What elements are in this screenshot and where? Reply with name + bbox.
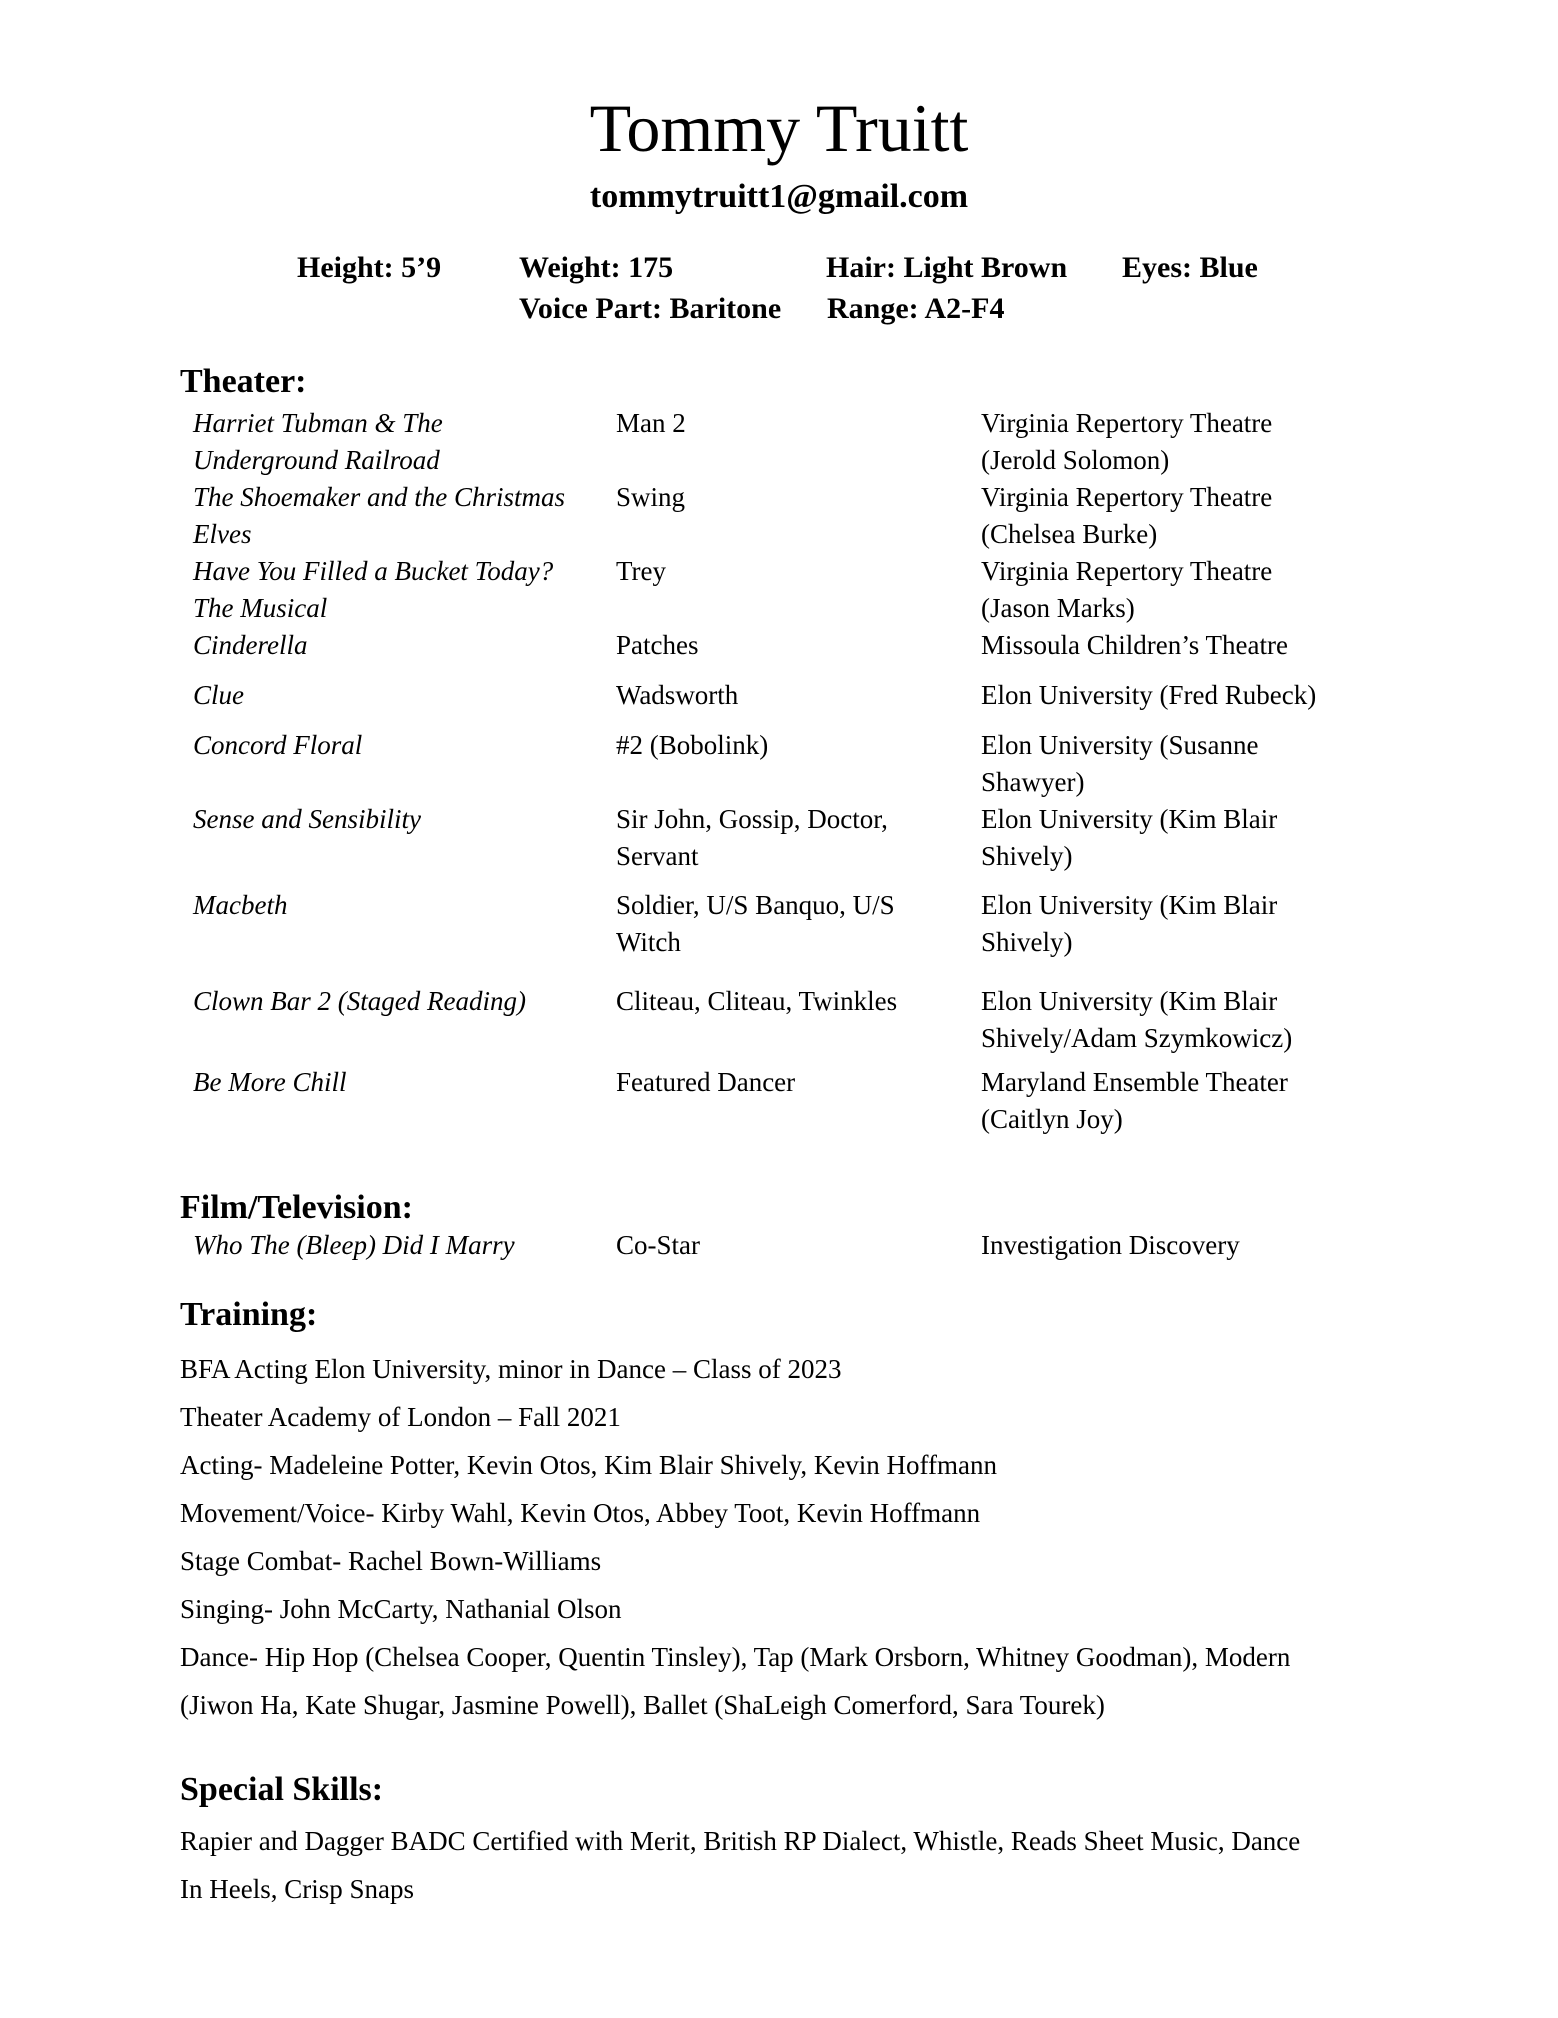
credit-role: Sir John, Gossip, Doctor, [616, 804, 888, 834]
credit-venue: Missoula Children’s Theatre [981, 630, 1288, 660]
training-heading: Training: [180, 1296, 318, 1333]
credit-role: Man 2 [616, 408, 686, 438]
credit-role: #2 (Bobolink) [616, 730, 769, 760]
training-line: Acting- Madeleine Potter, Kevin Otos, Kim Blair Shively, Kevin Hoffmann [180, 1450, 998, 1480]
credit-title: Be More Chill [193, 1067, 347, 1097]
credit-venue: (Chelsea Burke) [981, 519, 1158, 549]
credit-venue: Elon University (Kim Blair [981, 890, 1278, 920]
credit-role: Cliteau, Cliteau, Twinkles [616, 986, 898, 1016]
email-address: tommytruitt1@gmail.com [589, 178, 969, 215]
training-line: (Jiwon Ha, Kate Shugar, Jasmine Powell), Ballet (ShaLeigh Comerford, Sara Tourek) [180, 1690, 1105, 1720]
film-heading: Film/Television: [180, 1189, 413, 1226]
credit-venue: Shively/Adam Szymkowicz) [981, 1023, 1293, 1053]
stat-weight: Weight: 175 [519, 251, 674, 284]
training-line: Movement/Voice- Kirby Wahl, Kevin Otos, Abbey Toot, Kevin Hoffmann [180, 1498, 981, 1528]
credit-venue: Shawyer) [981, 767, 1085, 797]
credit-title: Cinderella [193, 630, 308, 660]
credit-role: Swing [616, 482, 686, 512]
credit-venue: Elon University (Susanne [981, 730, 1259, 760]
stat-hair: Hair: Light Brown [826, 251, 1068, 284]
training-line: BFA Acting Elon University, minor in Dance – Class of 2023 [180, 1354, 842, 1384]
credit-venue: Virginia Repertory Theatre [981, 556, 1273, 586]
credit-venue: Elon University (Fred Rubeck) [981, 680, 1317, 710]
training-line: Singing- John McCarty, Nathanial Olson [180, 1594, 622, 1624]
credit-title: The Shoemaker and the Christmas [193, 482, 565, 512]
credit-title: Harriet Tubman & The [193, 408, 443, 438]
training-line: Dance- Hip Hop (Chelsea Cooper, Quentin Tinsley), Tap (Mark Orsborn, Whitney Goodman), Modern [180, 1642, 1291, 1672]
credit-role: Co-Star [616, 1230, 700, 1260]
credit-title: Concord Floral [193, 730, 363, 760]
credit-venue: Virginia Repertory Theatre [981, 482, 1273, 512]
skills-line: Rapier and Dagger BADC Certified with Merit, British RP Dialect, Whistle, Reads Sheet Music, Dance [180, 1826, 1301, 1856]
credit-title: Sense and Sensibility [193, 804, 421, 834]
credit-role: Trey [616, 556, 667, 586]
actor-name: Tommy Truitt [589, 90, 969, 166]
training-line: Theater Academy of London – Fall 2021 [180, 1402, 621, 1432]
credit-venue: (Caitlyn Joy) [981, 1104, 1123, 1134]
credit-role: Wadsworth [616, 680, 739, 710]
credit-title: Who The (Bleep) Did I Marry [193, 1230, 515, 1260]
credit-role: Witch [616, 927, 681, 957]
theater-heading: Theater: [180, 363, 307, 400]
credit-venue: Elon University (Kim Blair [981, 804, 1278, 834]
stat-height: Height: 5’9 [297, 251, 442, 284]
credit-title: Clue [193, 680, 244, 710]
credit-title: Elves [193, 519, 252, 549]
credit-title: Macbeth [193, 890, 288, 920]
stat-range: Range: A2-F4 [827, 292, 1005, 325]
credit-title: Clown Bar 2 (Staged Reading) [193, 986, 526, 1016]
credit-title: Have You Filled a Bucket Today? [193, 556, 554, 586]
credit-venue: Elon University (Kim Blair [981, 986, 1278, 1016]
credit-role: Patches [616, 630, 699, 660]
credit-venue: (Jason Marks) [981, 593, 1135, 623]
credit-role: Featured Dancer [616, 1067, 796, 1097]
credit-title: The Musical [193, 593, 328, 623]
credit-venue: Investigation Discovery [981, 1230, 1240, 1260]
stat-eyes: Eyes: Blue [1122, 251, 1258, 284]
training-line: Stage Combat- Rachel Bown-Williams [180, 1546, 602, 1576]
credit-venue: (Jerold Solomon) [981, 445, 1170, 475]
credit-venue: Virginia Repertory Theatre [981, 408, 1273, 438]
stat-voice-part: Voice Part: Baritone [519, 292, 782, 325]
special-skills-heading: Special Skills: [180, 1771, 384, 1808]
skills-line: In Heels, Crisp Snaps [180, 1874, 414, 1904]
credit-venue: Maryland Ensemble Theater [981, 1067, 1288, 1097]
credit-role: Soldier, U/S Banquo, U/S [616, 890, 895, 920]
credit-venue: Shively) [981, 841, 1073, 871]
credit-role: Servant [616, 841, 699, 871]
credit-venue: Shively) [981, 927, 1073, 957]
credit-title: Underground Railroad [193, 445, 440, 475]
